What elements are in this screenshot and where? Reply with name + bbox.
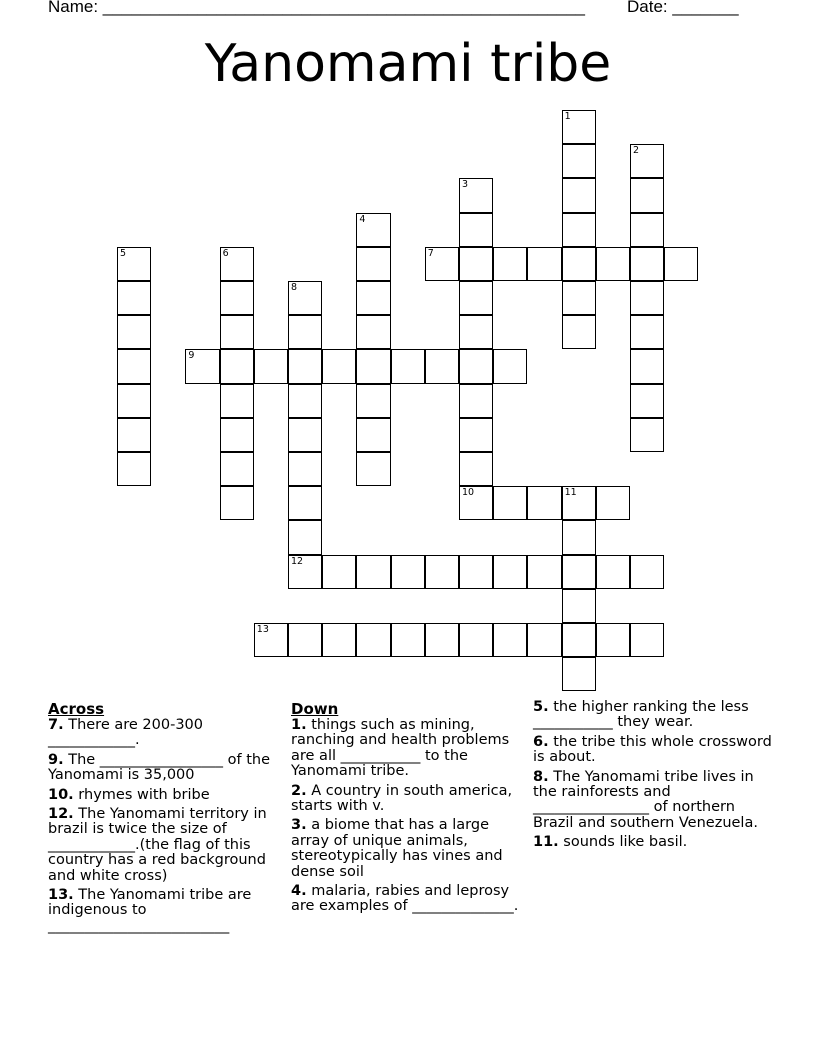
- clue-across-7: 7. There are 200-300 ____________.: [48, 717, 204, 749]
- crossword-cell[interactable]: [630, 178, 664, 212]
- crossword-cell[interactable]: [562, 555, 596, 589]
- crossword-cell[interactable]: [220, 349, 254, 383]
- crossword-cell[interactable]: [288, 281, 322, 315]
- clue-number: 8: [291, 282, 298, 293]
- clue-number: 10: [462, 487, 475, 499]
- crossword-cell[interactable]: [220, 281, 254, 315]
- crossword-cell[interactable]: [459, 486, 493, 520]
- crossword-cell[interactable]: [459, 315, 493, 349]
- crossword-cell[interactable]: [288, 486, 322, 520]
- crossword-cell[interactable]: [630, 349, 664, 383]
- crossword-cell[interactable]: [288, 349, 322, 383]
- crossword-cell[interactable]: [356, 452, 390, 486]
- crossword-cell[interactable]: [356, 349, 390, 383]
- clue-down-6: 6. the tribe this whole crossword is about.: [533, 733, 772, 766]
- crossword-cell[interactable]: [562, 623, 596, 657]
- clue-down-11: 11. sounds like basil.: [533, 834, 688, 851]
- crossword-cell[interactable]: [356, 315, 390, 349]
- crossword-cell[interactable]: [630, 555, 664, 589]
- crossword-cell[interactable]: [596, 247, 630, 281]
- crossword-cell[interactable]: [493, 486, 527, 520]
- clue-across-10: 10. rhymes with bribe: [48, 786, 210, 803]
- crossword-cell[interactable]: [459, 247, 493, 281]
- crossword-cell[interactable]: [459, 623, 493, 657]
- crossword-cell[interactable]: [425, 623, 459, 657]
- crossword-cell[interactable]: [562, 589, 596, 623]
- clue-down-5: 5. the higher ranking the less ___________ they wear.: [533, 699, 749, 731]
- across-heading: Across: [48, 700, 105, 718]
- crossword-cell[interactable]: [117, 281, 151, 315]
- crossword-cell[interactable]: [459, 452, 493, 486]
- crossword-cell[interactable]: [630, 144, 664, 178]
- crossword-cell[interactable]: [562, 110, 596, 144]
- crossword-cell[interactable]: [185, 349, 219, 383]
- crossword-cell[interactable]: [288, 452, 322, 486]
- crossword-cell[interactable]: [220, 315, 254, 349]
- page-title: Yanomami tribe: [204, 34, 612, 94]
- crossword-cell[interactable]: [425, 349, 459, 383]
- clue-down-1: 1. things such as mining, ranching and health problems are all ___________ to the Yanomami tribe.: [291, 717, 510, 780]
- crossword-cell[interactable]: [630, 213, 664, 247]
- clue-number: 1: [564, 111, 571, 122]
- crossword-cell[interactable]: [562, 281, 596, 315]
- crossword-cell[interactable]: [288, 555, 322, 589]
- date-field[interactable]: Date: _______: [627, 0, 739, 16]
- crossword-cell[interactable]: [356, 247, 390, 281]
- crossword-cell[interactable]: [596, 486, 630, 520]
- crossword-cell[interactable]: [527, 623, 561, 657]
- crossword-cell[interactable]: [356, 418, 390, 452]
- down-clues-continued: [533, 700, 773, 855]
- crossword-cell[interactable]: [356, 555, 390, 589]
- crossword-cell[interactable]: [117, 452, 151, 486]
- crossword-cell[interactable]: [630, 384, 664, 418]
- crossword-cell[interactable]: [117, 315, 151, 349]
- crossword-cell[interactable]: [288, 315, 322, 349]
- crossword-cell[interactable]: [562, 144, 596, 178]
- clue-down-3: 3. a biome that has a large array of unique animals, stereotypically has vines and dense soil: [291, 817, 503, 880]
- crossword-cell[interactable]: [254, 623, 288, 657]
- crossword-cell[interactable]: [254, 349, 288, 383]
- crossword-cell[interactable]: [391, 555, 425, 589]
- crossword-cell[interactable]: [322, 623, 356, 657]
- clue-number: 12: [291, 555, 304, 567]
- crossword-cell[interactable]: [425, 555, 459, 589]
- crossword-cell[interactable]: [459, 213, 493, 247]
- clue-number: 7: [427, 247, 434, 259]
- crossword-cell[interactable]: [391, 623, 425, 657]
- crossword-cell[interactable]: [630, 315, 664, 349]
- crossword-cell[interactable]: [356, 384, 390, 418]
- crossword-cell[interactable]: [630, 623, 664, 657]
- crossword-cell[interactable]: [630, 418, 664, 452]
- crossword-cell[interactable]: [356, 623, 390, 657]
- crossword-cell[interactable]: [493, 247, 527, 281]
- crossword-cell[interactable]: [527, 555, 561, 589]
- crossword-cell[interactable]: [356, 281, 390, 315]
- clue-number: 6: [222, 247, 229, 259]
- crossword-cell[interactable]: [562, 247, 596, 281]
- clue-across-12: 12. The Yanomami territory in brazil is twice the size of ____________.(the flag of this country has a red background and white cross): [48, 806, 267, 884]
- crossword-cell[interactable]: [220, 384, 254, 418]
- crossword-cell[interactable]: [562, 520, 596, 554]
- crossword-cell[interactable]: [322, 349, 356, 383]
- crossword-cell[interactable]: [596, 623, 630, 657]
- crossword-cell[interactable]: [288, 384, 322, 418]
- crossword-cell[interactable]: [459, 349, 493, 383]
- clue-number: 5: [120, 247, 127, 259]
- crossword-cell[interactable]: [630, 247, 664, 281]
- crossword-cell[interactable]: [288, 520, 322, 554]
- clue-across-13: 13. The Yanomami tribe are indigenous to _________________________: [48, 887, 252, 934]
- crossword-cell[interactable]: [117, 247, 151, 281]
- crossword-cell[interactable]: [459, 178, 493, 212]
- crossword-cell[interactable]: [493, 555, 527, 589]
- crossword-cell[interactable]: [527, 247, 561, 281]
- crossword-cell[interactable]: [220, 247, 254, 281]
- clue-down-2: 2. A country in south america, starts with v.: [291, 782, 513, 815]
- clue-number: 11: [564, 487, 577, 499]
- down-heading: Down: [291, 700, 339, 718]
- crossword-cell[interactable]: [562, 178, 596, 212]
- name-field[interactable]: Name: ___________________________________________________: [48, 0, 585, 16]
- crossword-cell[interactable]: [459, 281, 493, 315]
- crossword-cell[interactable]: [117, 418, 151, 452]
- crossword-cell[interactable]: [391, 349, 425, 383]
- crossword-cell[interactable]: [220, 452, 254, 486]
- crossword-cell[interactable]: [596, 555, 630, 589]
- crossword-cell[interactable]: [493, 623, 527, 657]
- clue-number: 3: [462, 179, 469, 191]
- crossword-cell[interactable]: [117, 384, 151, 418]
- crossword-cell[interactable]: [117, 349, 151, 383]
- down-clues: [291, 700, 527, 919]
- clue-down-4: 4. malaria, rabies and leprosy are examples of ______________.: [291, 883, 519, 915]
- crossword-cell[interactable]: [664, 247, 698, 281]
- clue-number: 4: [359, 213, 366, 225]
- crossword-cell[interactable]: [527, 486, 561, 520]
- crossword-cell[interactable]: [562, 657, 596, 691]
- clue-number: 13: [256, 624, 269, 635]
- crossword-cell[interactable]: [288, 623, 322, 657]
- crossword-cell[interactable]: [220, 486, 254, 520]
- crossword-cell[interactable]: [562, 213, 596, 247]
- clue-down-8: 8. The Yanomami tribe lives in the rainforests and ________________ of northern Brazil and southern Venezuela.: [533, 768, 758, 831]
- clue-number: 2: [633, 145, 640, 157]
- crossword-cell[interactable]: [322, 555, 356, 589]
- clue-number: 9: [188, 350, 195, 362]
- crossword-cell[interactable]: [220, 418, 254, 452]
- crossword-cell[interactable]: [459, 418, 493, 452]
- crossword-cell[interactable]: [356, 213, 390, 247]
- crossword-cell[interactable]: [562, 315, 596, 349]
- crossword-cell[interactable]: [288, 418, 322, 452]
- crossword-cell[interactable]: [459, 555, 493, 589]
- crossword-cell[interactable]: [425, 247, 459, 281]
- crossword-cell[interactable]: [493, 349, 527, 383]
- clue-across-9: 9. The _________________ of the Yanomami is 35,000: [48, 751, 271, 784]
- crossword-cell[interactable]: [562, 486, 596, 520]
- across-clues: [48, 700, 288, 938]
- crossword-cell[interactable]: [630, 281, 664, 315]
- crossword-cell[interactable]: [459, 384, 493, 418]
